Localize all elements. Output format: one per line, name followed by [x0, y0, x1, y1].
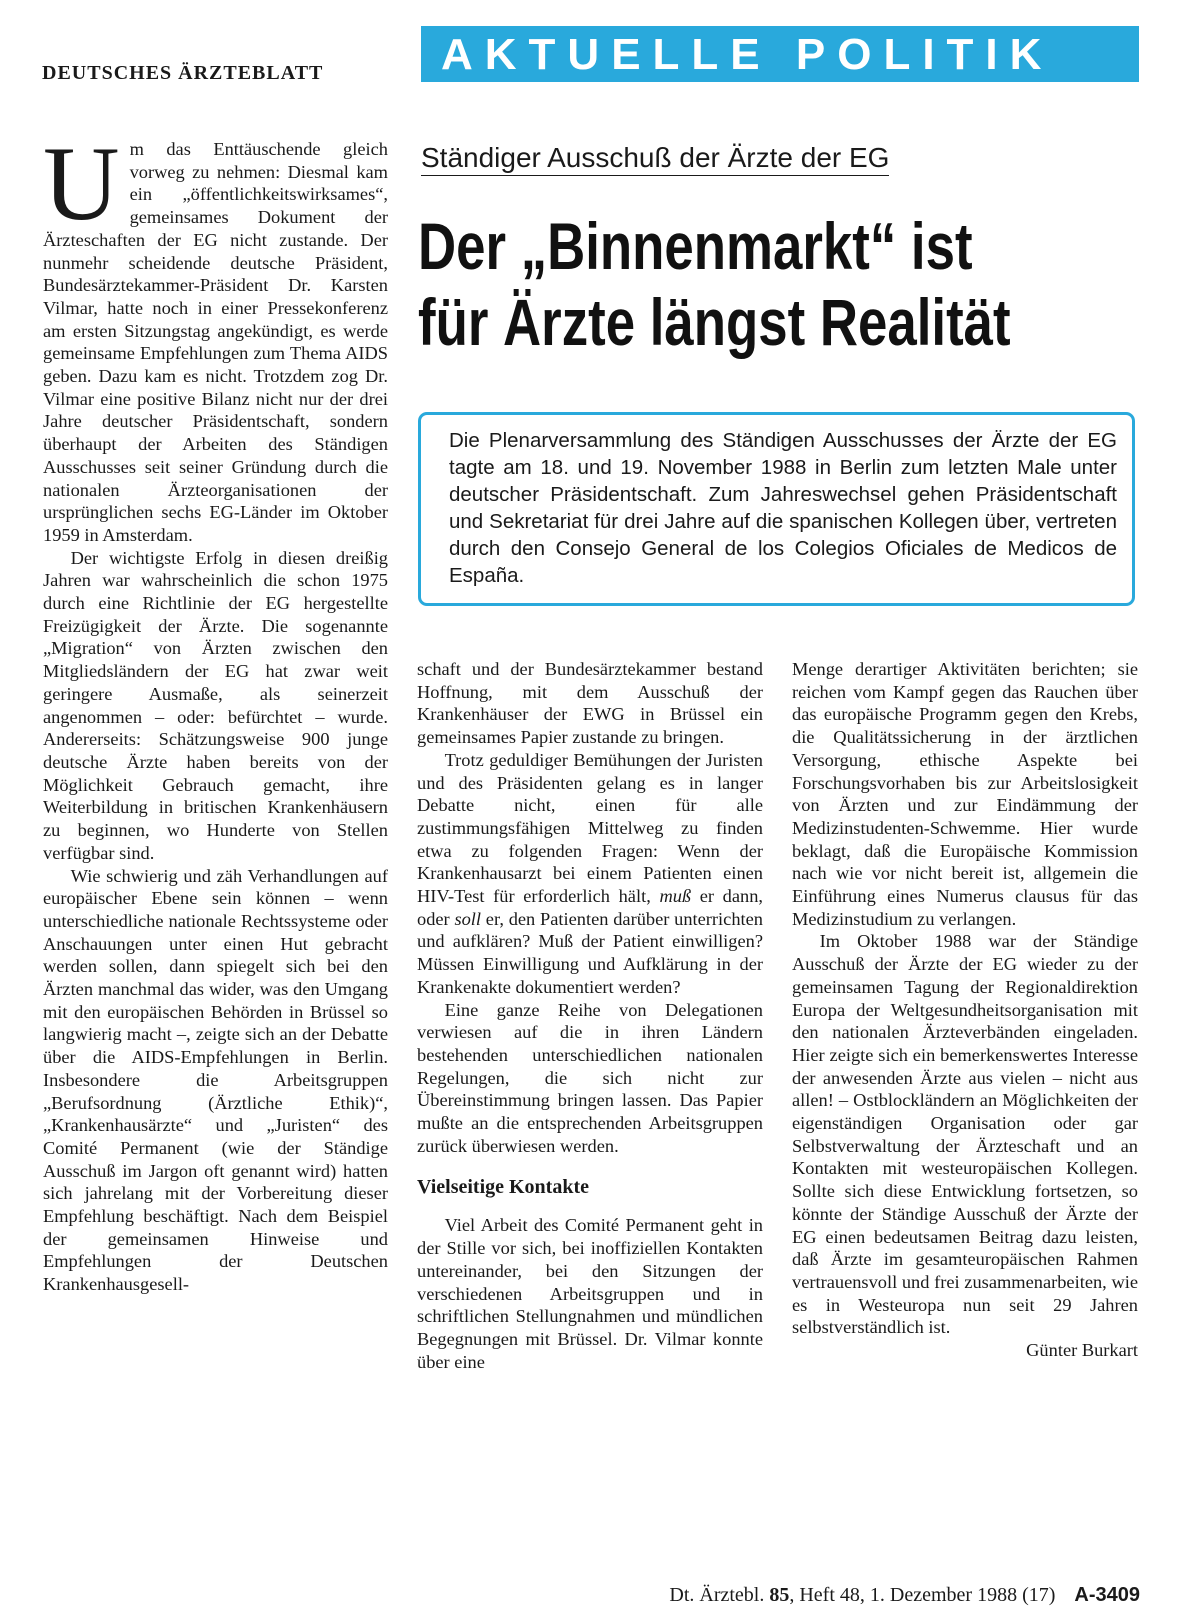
- paragraph: Viel Arbeit des Comité Permanent geht in der Stille vor sich, bei inoffiziellen Kontakten untereinander, bei den Sitzungen der verschiedenen Arbeitsgruppen und in schriftlichen Stellungnahmen und mündlichen Begegnungen mit Brüssel. Dr. Vilmar konnte über eine: [417, 1215, 763, 1372]
- drop-cap: U: [43, 125, 120, 242]
- lead-box: [418, 412, 1135, 606]
- body-column-2: [417, 658, 763, 1373]
- paragraph: Im Oktober 1988 war der Ständige Ausschuß der Ärzte der EG wieder zu der gemeinsamen Tagung der Regionaldirektion Europa der Weltgesundheitsorganisation mit den nationalen Ärzteverbänden eingeladen. Hier zeigte sich ein bemerkenswertes Interesse der anwesenden Ärzte aus vielen – nicht aus allen! – Ostblockländern an Möglichkeiten der eigenständigen Organisation oder gar Selbstverwaltung der Ärzteschaft und an Kontakten mit westeuropäischen Kollegen. Sollte sich diese Entwicklung fortsetzen, so könnte der Ständige Ausschuß der Ärzte der EG einen bedeutsamen Beitrag dazu leisten, daß Ärzte im gesamteuropäischen Rahmen vertrauensvoll und frei zusammenarbeiten, wie es in Westeuropa nun seit 29 Jahren selbstverständlich ist.: [792, 931, 1138, 1338]
- footer-issue: , Heft 48, 1. Dezember 1988 (17): [789, 1584, 1056, 1606]
- subheading: Vielseitige Kontakte: [417, 1176, 590, 1199]
- footer-volume: 85: [769, 1584, 790, 1606]
- section-label: AKTUELLE POLITIK: [441, 30, 1054, 79]
- paragraph: schaft und der Bundesärztekammer bestand Hoffnung, mit dem Ausschuß der Krankenhäuser der EWG in Brüssel ein gemeinsames Papier zustande zu bringen.: [417, 659, 763, 748]
- page-footer: [580, 1584, 1140, 1607]
- paragraph-text: er dann, oder: [417, 886, 764, 929]
- paragraph: Wie schwierig und zäh Verhandlungen auf europäischer Ebene sein können – wenn unterschiedliche nationale Rechtssysteme oder Anschauungen unter einen Hut gebracht werden sollen, dann spiegelt sich bei den Ärzten manchmal das wider, was den Umgang mit den europäischen Behörden in Brüssel so langwierig macht –, zeigte sich an der Debatte über die AIDS-Empfehlungen in Berlin. Insbesondere die Arbeitsgruppen „Berufsordnung (Ärztliche Ethik)“, „Krankenhausärzte“ und „Juristen“ des Comité Permanent (wie der Ständige Ausschuß im Jargon oft genannt wird) hatten sich jahrelang mit der Vorbereitung dieser Empfehlung beschäftigt. Nach dem Beispiel der gemeinsamen Hinweise und Empfehlungen der Deutschen Krankenhausgesell-: [43, 865, 388, 1295]
- section-banner: [421, 26, 1139, 82]
- emphasis: muß: [659, 886, 692, 907]
- page-number: A-3409: [1074, 1584, 1140, 1606]
- footer-journal: Dt. Ärztebl.: [669, 1584, 765, 1606]
- article-kicker: Ständiger Ausschuß der Ärzte der EG: [421, 142, 889, 176]
- paragraph: [417, 749, 763, 999]
- paragraph: Der wichtigste Erfolg in diesen dreißig Jahren war wahrscheinlich die schon 1975 durch eine Richtlinie der EG hergestellte Freizügigkeit der Ärzte. Die sogenannte „Migration“ von Ärzten zwischen den Mitgliedsländern der EG hat zwar weit geringere Ausmaße, als seinerzeit angenommen – oder: befürchtet – wurde. Andererseits: Schätzungsweise 900 junge deutsche Ärzte haben bereits von der Möglichkeit Gebrauch gemacht, ihre Weiterbildung in britischen Krankenhäusern zu beginnen, wo Hunderte von Stellen verfügbar sind.: [43, 547, 388, 863]
- paragraph-text: m das Enttäuschende gleich vorweg zu nehmen: Diesmal kam ein „öffentlichkeitswirksames“, gemeinsames Dokument der Ärzteschaften der EG nicht zustande. Der nunmehr scheidende deutsche Präsident, Bundesärztekammer-Präsident Dr. Karsten Vilmar, hatte noch in einer Pressekonferenz am ersten Sitzungstag angekündigt, es werde gemeinsame Empfehlungen zum Thema AIDS geben. Dazu kam es nicht. Trotzdem zog Dr. Vilmar eine positive Bilanz nicht nur der drei Jahre deutscher Präsidentschaft, sondern überhaupt der Arbeiten des Ständigen Ausschusses seit seiner Gründung durch die nationalen Ärzteorganisationen der ursprünglichen sechs EG-Länder im Oktober 1959 in Amsterdam.: [43, 139, 388, 545]
- body-column-1: [43, 125, 388, 1296]
- journal-title: DEUTSCHES ÄRZTEBLATT: [42, 62, 324, 84]
- paragraph: Eine ganze Reihe von Delegationen verwiesen auf die in ihren Ländern bestehenden unterschiedlichen nationalen Regelungen, die sich nicht zur Übereinstimmung bringen lassen. Das Papier mußte an die entsprechenden Arbeitsgruppen zurück überwiesen werden.: [417, 999, 763, 1156]
- body-column-3: [792, 658, 1138, 1362]
- paragraph-text: Trotz geduldiger Bemühungen der Juristen und des Präsidenten gelang es in langer Debatte nicht, einen für alle zustimmungsfähigen Mittelweg zu finden etwa zu folgenden Fragen: Wenn der Krankenhausarzt bei einem Patienten einen HIV-Test für erforderlich hält,: [417, 749, 763, 907]
- lead-paragraph: Die Plenarversammlung des Ständigen Ausschusses der Ärzte der EG tagte am 18. und 19. November 1988 in Berlin zum letzten Male unter deutscher Präsidentschaft. Zum Jahreswechsel gehen Präsidentschaft und Sekretariat für drei Jahre auf die spanischen Kollegen über, vertreten durch den Consejo General de los Colegios Oficiales de Medicos de España.: [449, 429, 1117, 587]
- paragraph-text: er, den Patienten darüber unterrichten und aufklären? Muß der Patient einwilligen? Müssen Einwilligung und Aufklärung in der Krankenakte dokumentiert werden?: [417, 908, 763, 997]
- paragraph: [43, 125, 388, 547]
- paragraph: Menge derartiger Aktivitäten berichten; sie reichen vom Kampf gegen das Rauchen über das europäische Programm gegen den Krebs, die Qualitätssicherung in der ärztlichen Versorgung, ethische Aspekte bei Forschungsvorhaben bis zur Arbeitslosigkeit von Ärzten und zur Eindämmung der Medizinstudenten-Schwemme. Hier wurde beklagt, daß die Europäische Kommission nach wie vor nicht bereit ist, allgemein die Einführung eines Numerus clausus für das Medizinstudium zu verlangen.: [792, 659, 1138, 929]
- headline-line-2: für Ärzte längst Realität: [418, 285, 1011, 359]
- headline-line-1: Der „Binnenmarkt“ ist: [418, 209, 973, 283]
- author-signature: Günter Burkart: [1026, 1340, 1138, 1361]
- emphasis: soll: [454, 908, 482, 929]
- article-headline: [418, 208, 1011, 360]
